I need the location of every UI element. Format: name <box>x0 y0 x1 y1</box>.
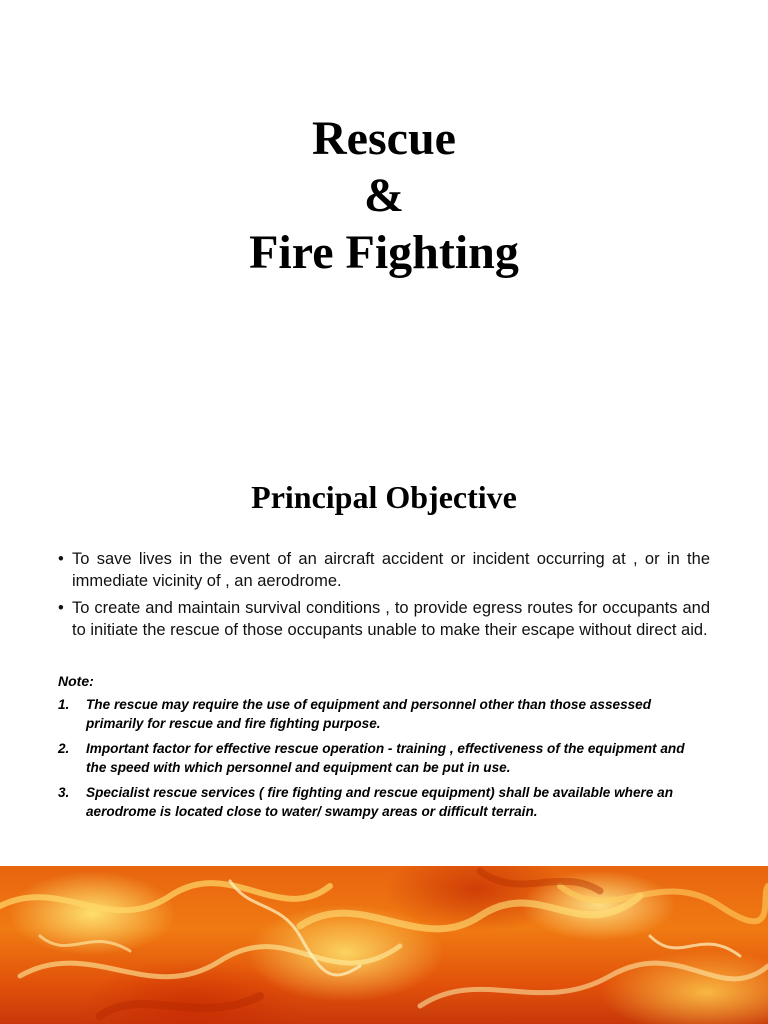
note-text: Specialist rescue services ( fire fighting and rescue equipment) shall be available where an aerodrome is located close to water/ swampy areas or difficult terrain. <box>86 785 674 819</box>
note-number: 3. <box>58 785 70 800</box>
title-line-rescue: Rescue <box>312 112 456 165</box>
note-item <box>58 696 708 733</box>
bullet-glyph: • <box>58 550 64 568</box>
note-text: The rescue may require the use of equipment and personnel other than those assessed primarily for rescue and fire fighting purpose. <box>86 697 652 731</box>
note-number: 1. <box>58 697 70 712</box>
bullet-glyph: • <box>58 599 64 617</box>
notes-list <box>58 696 708 828</box>
note-item <box>58 784 708 821</box>
flame-swirls-graphic <box>0 866 768 1024</box>
title-slide <box>0 0 768 430</box>
bullet-item <box>58 598 710 641</box>
note-text: Important factor for effective rescue operation - training , effectiveness of the equipment and the speed with which personnel and equipment can be put in use. <box>86 741 685 775</box>
note-item <box>58 740 708 777</box>
fire-flames-image <box>0 866 768 1024</box>
title-line-fire-fighting: Fire Fighting <box>249 226 519 279</box>
bullet-item <box>58 549 710 592</box>
title-line-ampersand: & <box>364 169 404 222</box>
principal-objective-heading: Principal Objective <box>251 479 517 515</box>
objective-bullet-list <box>58 549 710 647</box>
bullet-text: To save lives in the event of an aircraft accident or incident occurring at , or in the immediate vicinity of , an aerodrome. <box>72 550 710 590</box>
note-number: 2. <box>58 741 70 756</box>
note-label: Note: <box>58 673 94 689</box>
bullet-text: To create and maintain survival conditions , to provide egress routes for occupants and to initiate the rescue of those occupants unable to make their escape without direct aid. <box>72 599 710 639</box>
content-slide <box>0 430 768 866</box>
